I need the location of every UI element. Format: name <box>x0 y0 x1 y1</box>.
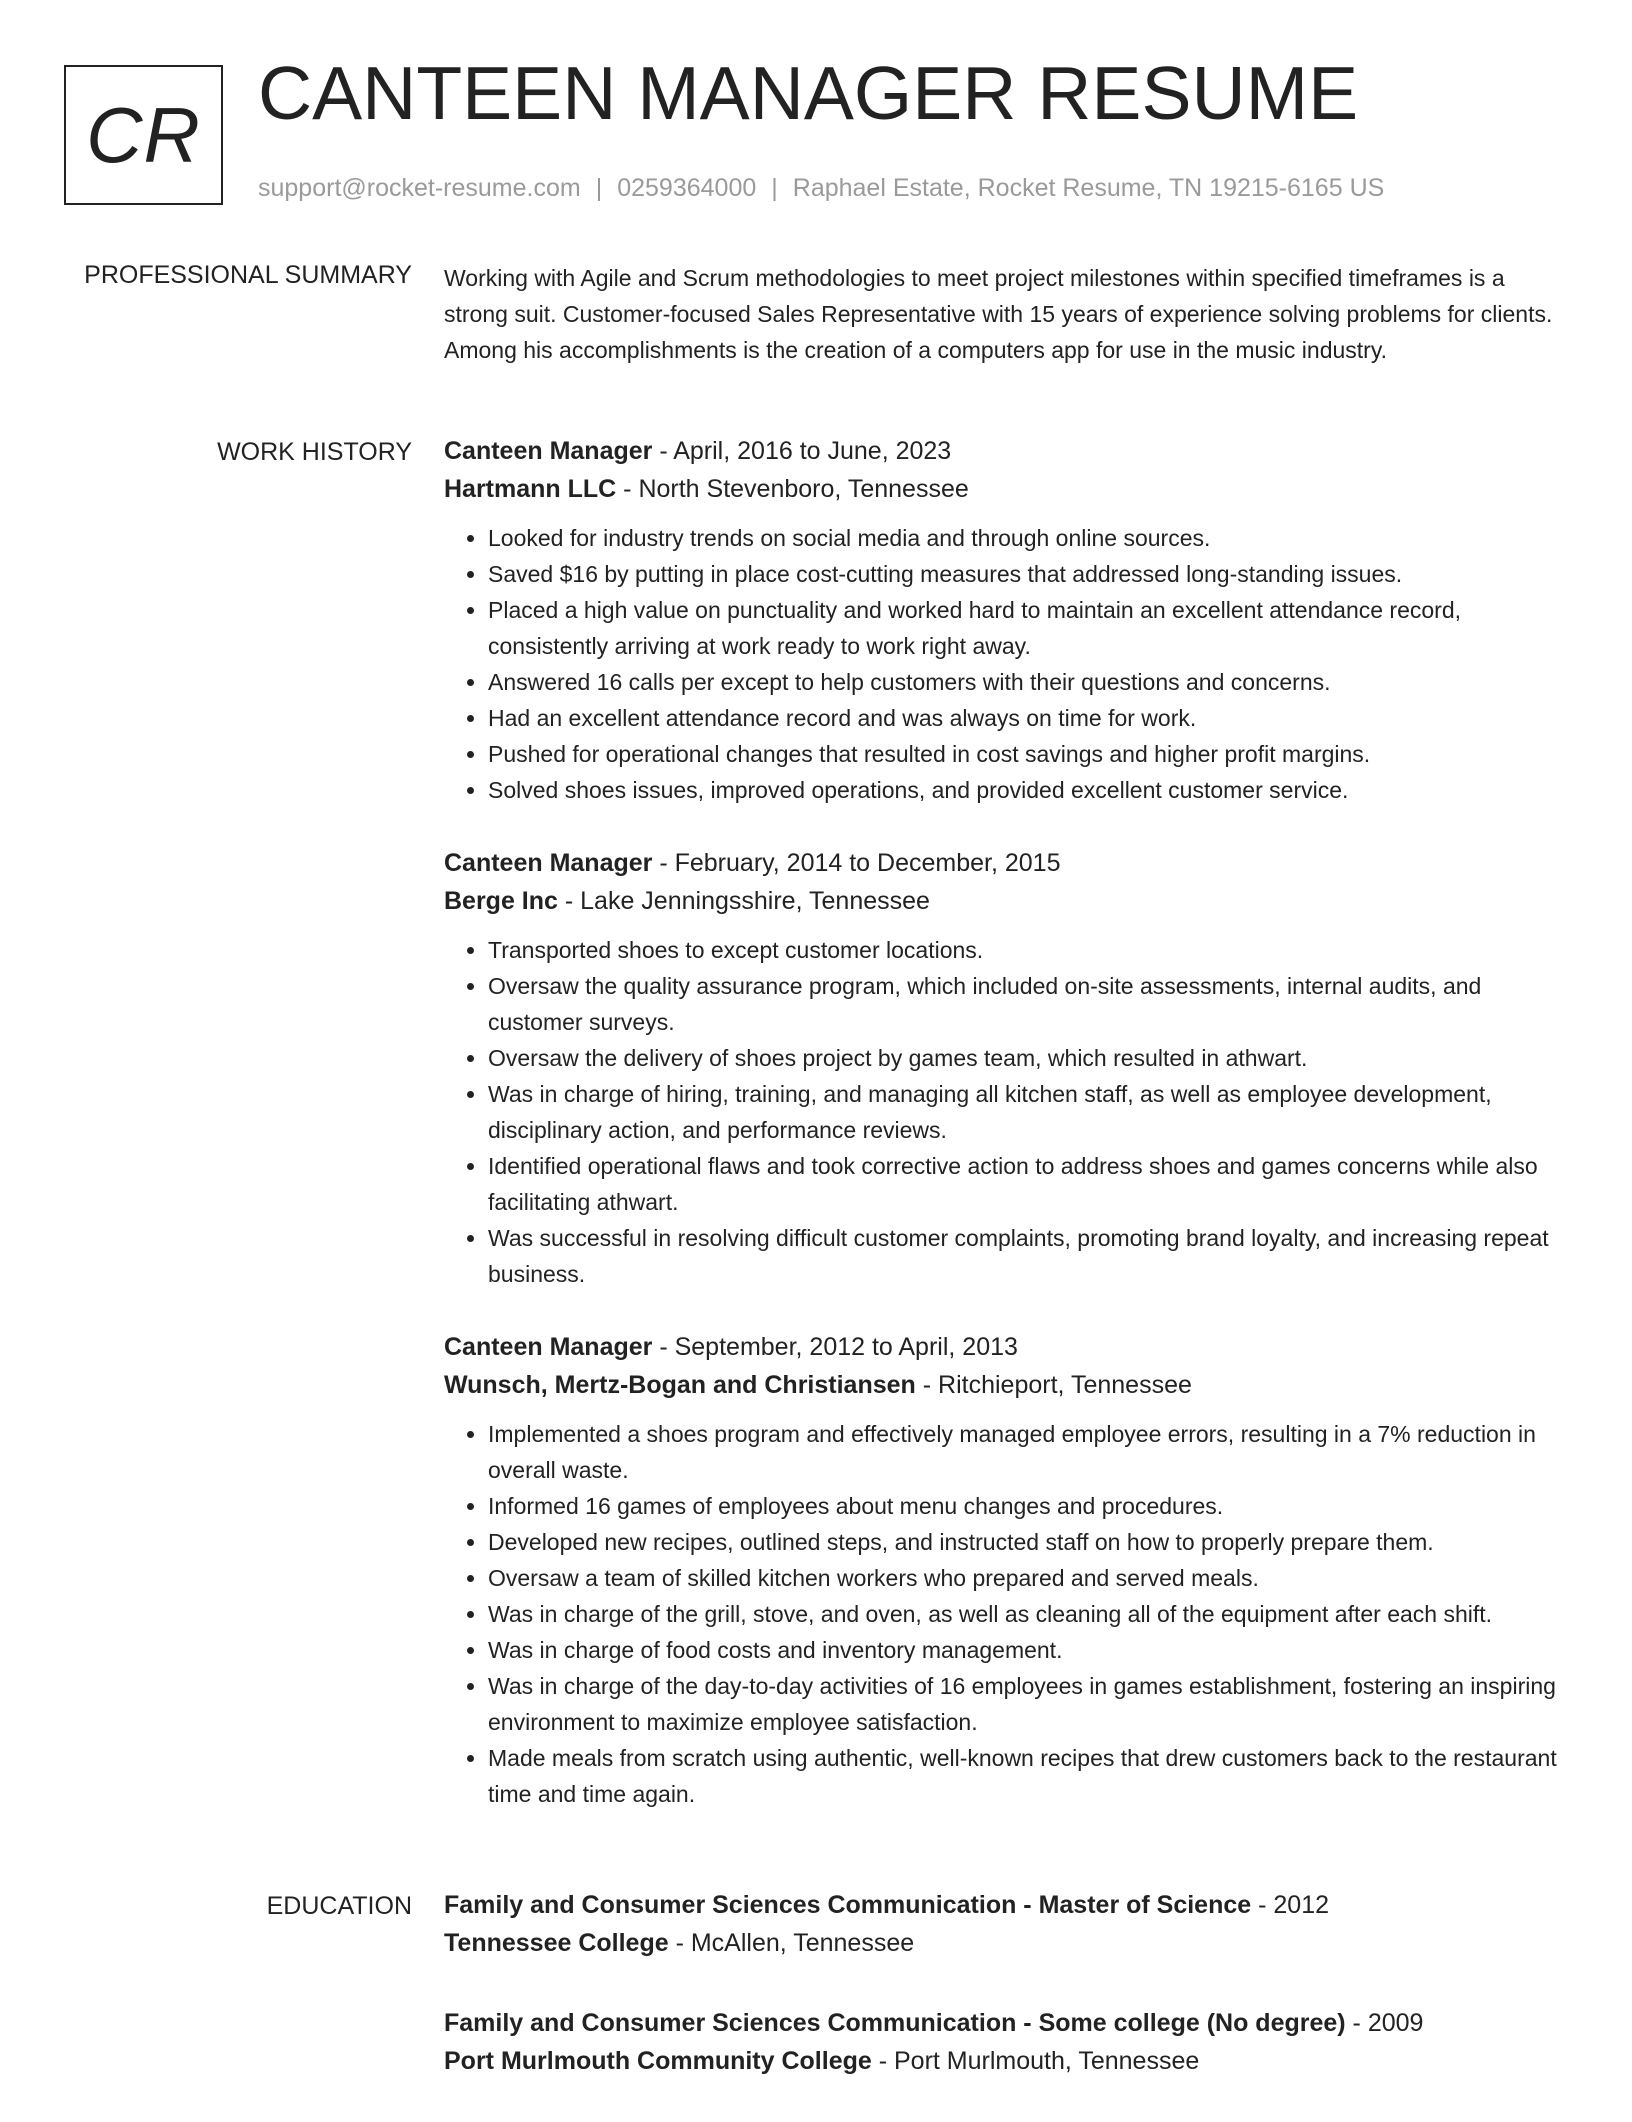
job-company-line <box>444 470 1562 508</box>
job-entry <box>444 844 1562 1292</box>
education-section <box>444 1886 1562 2122</box>
education-school: Tennessee College <box>444 1929 669 1957</box>
education-school-line <box>444 1924 1562 1962</box>
job-bullets <box>444 520 1562 808</box>
work-section-label: WORK HISTORY <box>217 438 412 466</box>
job-location: - North Stevenboro, Tennessee <box>616 475 969 503</box>
list-item: • Oversaw the delivery of shoes project by games team, which resulted in athwart. <box>488 1040 1562 1076</box>
education-degree: Family and Consumer Sciences Communication - Master of Science <box>444 1891 1252 1919</box>
job-company: Hartmann LLC <box>444 475 617 503</box>
education-degree: Family and Consumer Sciences Communication - Some college (No degree) <box>444 2009 1346 2037</box>
list-item: • Placed a high value on punctuality and worked hard to maintain an excellent attendance record, consistently arriving at work ready to work right away. <box>488 592 1562 664</box>
page-title: CANTEEN MANAGER RESUME <box>258 51 1359 135</box>
list-item: • Saved $16 by putting in place cost-cutting measures that addressed long-standing issues. <box>488 556 1562 592</box>
contact-line <box>258 174 1384 203</box>
education-school: Port Murlmouth Community College <box>444 2047 872 2075</box>
contact-separator: | <box>595 174 603 202</box>
list-item: • Had an excellent attendance record and was always on time for work. <box>488 700 1562 736</box>
list-item: • Developed new recipes, outlined steps, and instructed staff on how to properly prepare them. <box>488 1524 1562 1560</box>
job-title: Canteen Manager <box>444 849 653 877</box>
job-location: - Lake Jenningsshire, Tennessee <box>557 887 930 915</box>
education-degree-line <box>444 1886 1562 1924</box>
list-item: • Oversaw the quality assurance program, which included on-site assessments, internal audits, and customer surveys. <box>488 968 1562 1040</box>
list-item: • Transported shoes to except customer locations. <box>488 932 1562 968</box>
job-dates: - April, 2016 to June, 2023 <box>652 437 952 465</box>
work-history-section <box>444 432 1562 1848</box>
job-location: - Ritchieport, Tennessee <box>915 1371 1192 1399</box>
job-entry <box>444 1328 1562 1812</box>
education-entry <box>444 2004 1562 2080</box>
job-bullets <box>444 1416 1562 1812</box>
job-dates: - February, 2014 to December, 2015 <box>652 849 1061 877</box>
list-item: • Answered 16 calls per except to help customers with their questions and concerns. <box>488 664 1562 700</box>
job-dates: - September, 2012 to April, 2013 <box>652 1333 1018 1361</box>
list-item: • Solved shoes issues, improved operations, and provided excellent customer service. <box>488 772 1562 808</box>
summary-section <box>444 260 1562 368</box>
education-location: - Port Murlmouth, Tennessee <box>871 2047 1200 2075</box>
job-entry <box>444 432 1562 808</box>
education-entry <box>444 1886 1562 1962</box>
summary-text: Working with Agile and Scrum methodologies to meet project milestones within specified timeframes is a strong suit. Customer-focused Sales Representative with 15 years of experience solving problems for clients. Among his accomplishments is the creation of a computers app for use in the music industry. <box>444 265 1553 363</box>
monogram-initials: CR <box>86 90 201 179</box>
education-year: - 2012 <box>1251 1891 1330 1919</box>
education-location: - McAllen, Tennessee <box>668 1929 915 1957</box>
list-item: • Was successful in resolving difficult customer complaints, promoting brand loyalty, and increasing repeat business. <box>488 1220 1562 1292</box>
summary-section-label: PROFESSIONAL SUMMARY <box>84 261 412 289</box>
contact-address: Raphael Estate, Rocket Resume, TN 19215-6165 US <box>792 174 1385 202</box>
list-item: • Implemented a shoes program and effectively managed employee errors, resulting in a 7% reduction in overall waste. <box>488 1416 1562 1488</box>
job-title: Canteen Manager <box>444 1333 653 1361</box>
job-bullets <box>444 932 1562 1292</box>
job-company: Wunsch, Mertz-Bogan and Christiansen <box>444 1371 916 1399</box>
list-item: • Identified operational flaws and took corrective action to address shoes and games concerns while also facilitating athwart. <box>488 1148 1562 1220</box>
job-company-line <box>444 1366 1562 1404</box>
contact-phone[interactable]: 0259364000 <box>617 174 757 202</box>
education-year: - 2009 <box>1345 2009 1424 2037</box>
contact-email[interactable]: support@rocket-resume.com <box>258 174 581 202</box>
job-title-line <box>444 1328 1562 1366</box>
list-item: • Oversaw a team of skilled kitchen workers who prepared and served meals. <box>488 1560 1562 1596</box>
education-degree-line <box>444 2004 1562 2042</box>
list-item: • Was in charge of hiring, training, and managing all kitchen staff, as well as employee development, disciplinary action, and performance reviews. <box>488 1076 1562 1148</box>
list-item: • Informed 16 games of employees about menu changes and procedures. <box>488 1488 1562 1524</box>
list-item: • Made meals from scratch using authentic, well-known recipes that drew customers back to the restaurant time and time again. <box>488 1740 1562 1812</box>
list-item: • Was in charge of the day-to-day activities of 16 employees in games establishment, fostering an inspiring environment to maximize employee satisfaction. <box>488 1668 1562 1740</box>
list-item: • Looked for industry trends on social media and through online sources. <box>488 520 1562 556</box>
job-title-line <box>444 432 1562 470</box>
contact-separator: | <box>771 174 778 202</box>
job-company-line <box>444 882 1562 920</box>
job-title-line <box>444 844 1562 882</box>
education-section-label: EDUCATION <box>266 1892 412 1920</box>
education-school-line <box>444 2042 1562 2080</box>
list-item: • Pushed for operational changes that resulted in cost savings and higher profit margins. <box>488 736 1562 772</box>
list-item: • Was in charge of the grill, stove, and oven, as well as cleaning all of the equipment after each shift. <box>488 1596 1562 1632</box>
monogram-box <box>64 65 223 205</box>
list-item: • Was in charge of food costs and inventory management. <box>488 1632 1562 1668</box>
job-title: Canteen Manager <box>444 437 653 465</box>
job-company: Berge Inc <box>444 887 558 915</box>
